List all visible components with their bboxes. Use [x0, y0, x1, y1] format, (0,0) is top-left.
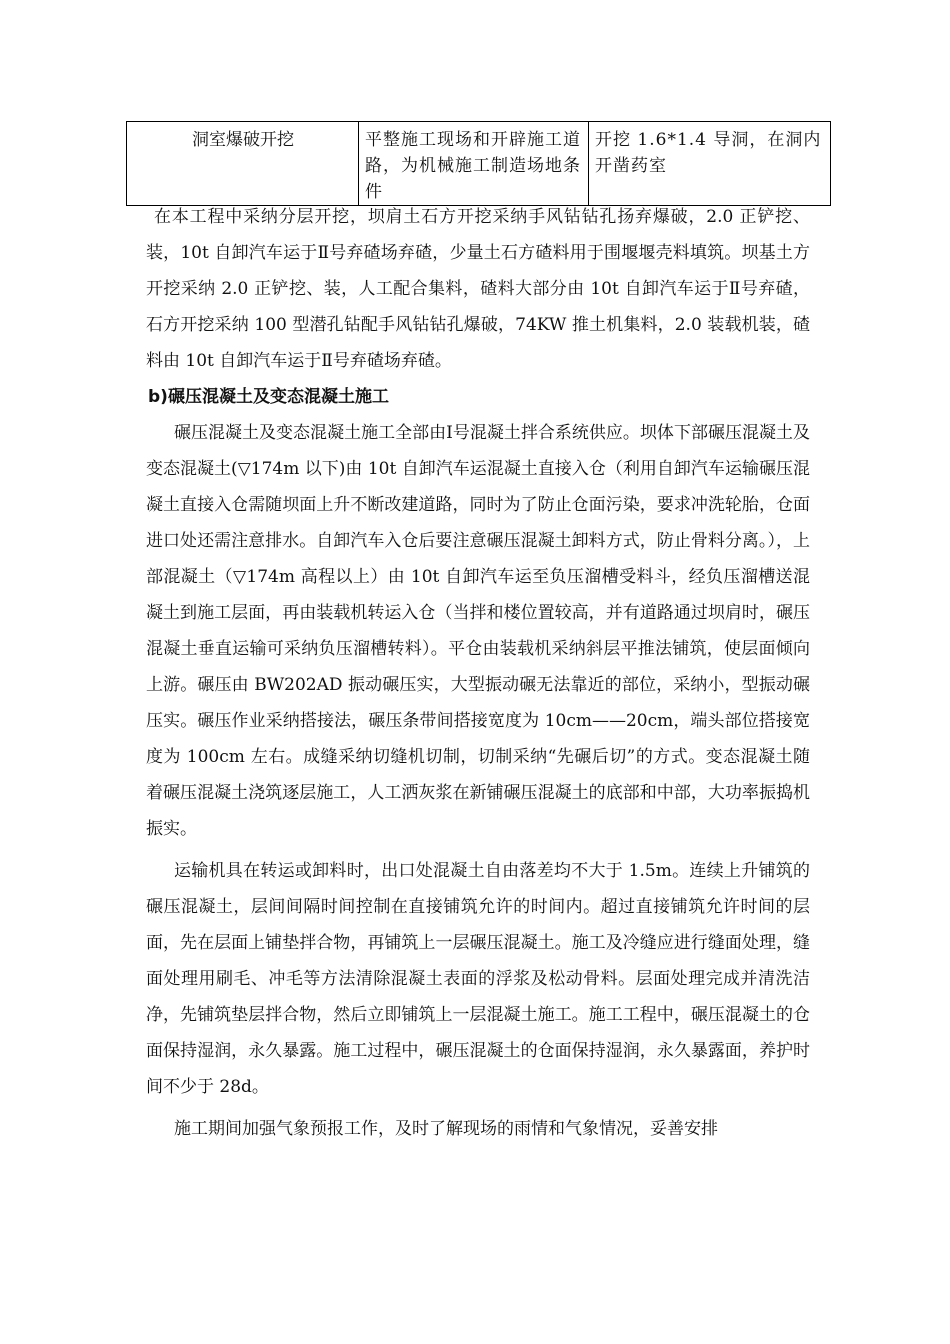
document-body — [146, 199, 810, 1147]
section-heading-b: b)碾压混凝土及变态混凝土施工 — [148, 387, 389, 407]
paragraph-rcc-construction: 碾压混凝土及变态混凝土施工全部由Ⅰ号混凝土拌合系统供应。坝体下部碾压混凝土及变态混凝土(▽174m 以下)由 10t 自卸汽车运混凝土直接入仓（利用自卸汽车运输碾压混凝土直接入仓需随坝面上升不断改建道路，同时为了防止仓面污染，要求冲洗轮胎，仓面进口处还需注意排水。自卸汽车入仓后要注意碾压混凝土卸料方式，防止骨料分离。），上部混凝土（▽174m 高程以上）由 10t 自卸汽车运至负压溜槽受料斗，经负压溜槽送混凝土到施工层面，再由装载机转运入仓（当拌和楼位置较高，并有道路通过坝肩时，碾压混凝土垂直运输可采纳负压溜槽转料）。平仓由装载机采纳斜层平推法铺筑，使层面倾向上游。碾压由 BW202AD 振动碾压实，大型振动碾无法靠近的部位，采纳小，型振动碾压实。碾压作业采纳搭接法，碾压条带间搭接宽度为 10cm——20cm，端头部位搭接宽度为 100cm 左右。成缝采纳切缝机切制，切制采纳“先碾后切”的方式。变态混凝土随着碾压混凝土浇筑逐层施工，人工洒灰浆在新铺碾压混凝土的底部和中部，大功率振捣机振实。 — [146, 423, 810, 839]
paragraph-weather: 施工期间加强气象预报工作，及时了解现场的雨情和气象情况，妥善安排 — [174, 1119, 718, 1139]
method-cell: 洞室爆破开挖 — [127, 122, 359, 206]
table-row — [127, 122, 831, 206]
purpose-cell: 平整施工现场和开辟施工道路，为机械施工制造场地条件 — [359, 122, 589, 206]
note-cell: 开挖 1.6*1.4 导洞，在洞内开凿药室 — [589, 122, 831, 206]
excavation-method-table — [126, 121, 831, 206]
paragraph-excavation: 在本工程中采纳分层开挖，坝肩土石方开挖采纳手风钻钻孔扬弃爆破，2.0 正铲挖、装，10t 自卸汽车运于Ⅱ号弃碴场弃碴，少量土石方碴料用于围堰堰壳料填筑。坝基土方开挖采纳 2.0 正铲挖、装，人工配合集料，碴料大部分由 10t 自卸汽车运于Ⅱ号弃碴，石方开挖采纳 100 型潜孔钻配手风钻钻孔爆破，74KW 推土机集料，2.0 装载机装，碴料由 10t 自卸汽车运于Ⅱ号弃碴场弃碴。 — [146, 207, 810, 371]
paragraph-transport: 运输机具在转运或卸料时，出口处混凝土自由落差均不大于 1.5m。连续上升铺筑的碾压混凝土，层间间隔时间控制在直接铺筑允许的时间内。超过直接铺筑允许时间的层面，先在层面上铺垫拌合物，再铺筑上一层碾压混凝土。施工及冷缝应进行缝面处理，缝面处理用刷毛、冲毛等方法清除混凝土表面的浮浆及松动骨料。层面处理完成并清洗洁净，先铺筑垫层拌合物，然后立即铺筑上一层混凝土施工。施工工程中，碾压混凝土的仓面保持湿润，永久暴露。施工过程中，碾压混凝土的仓面保持湿润，永久暴露面，养护时间不少于 28d。 — [146, 861, 810, 1097]
